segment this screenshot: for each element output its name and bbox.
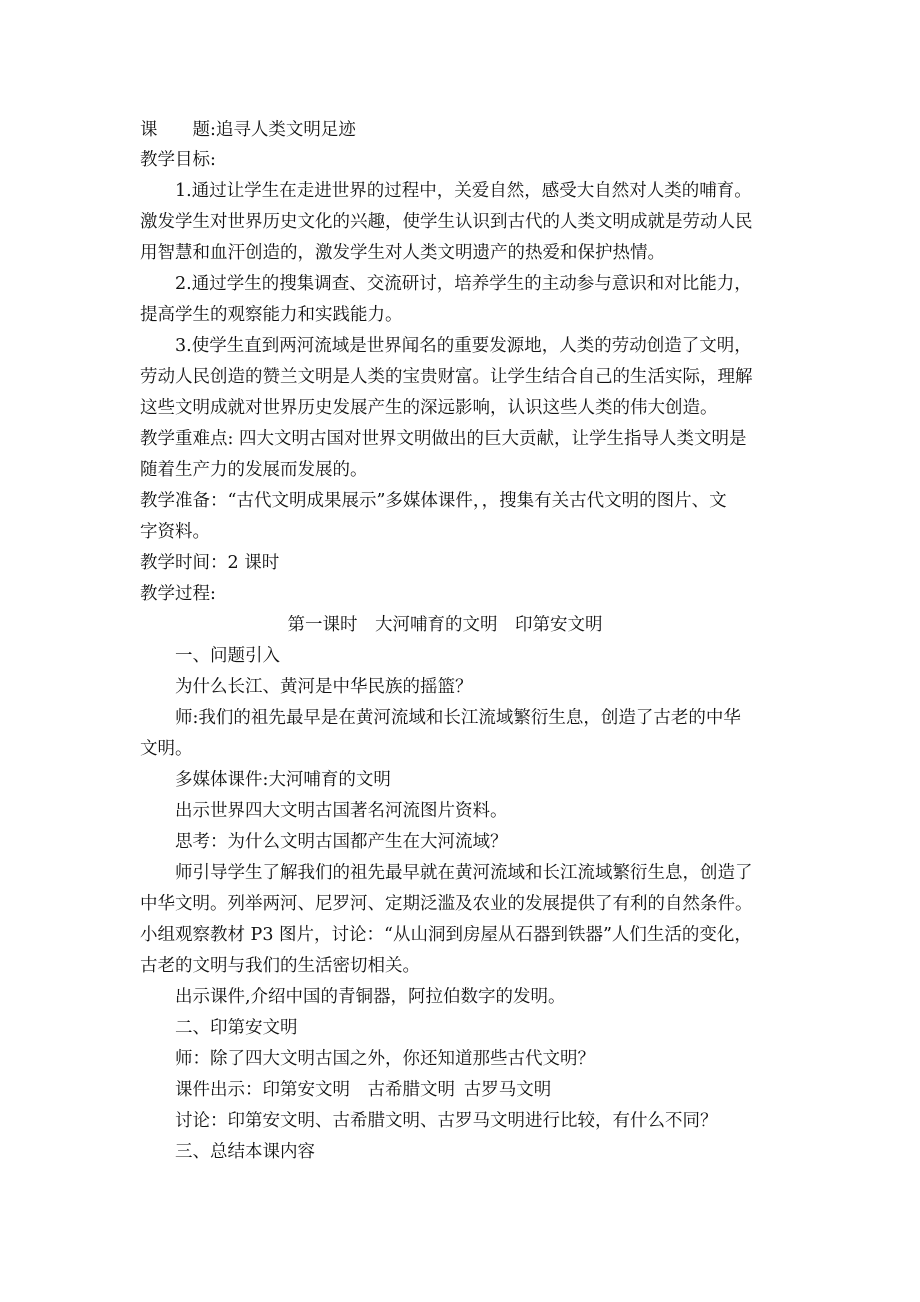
paragraph-line: 出示世界四大文明古国著名河流图片资料。 [175,801,508,821]
paragraph-line: 课件出示：印第安文明 古希腊文明 古罗马文明 [175,1080,552,1100]
paragraph-line: 思考：为什么文明古国都产生在大河流域？ [175,832,508,852]
paragraph-line: 3.使学生直到两河流域是世界闻名的重要发源地，人类的劳动创造了文明， [175,336,752,356]
subsection-heading: 三、总结本课内容 [175,1142,315,1162]
paragraph-line: 随着生产力的发展而发展的。 [140,460,368,480]
section-heading-objectives: 教学目标: [140,150,216,170]
paragraph-line: 出示课件,介绍中国的青铜器，阿拉伯数字的发明。 [175,987,566,1007]
paragraph-line: 讨论：印第安文明、古希腊文明、古罗马文明进行比较，有什么不同？ [175,1111,718,1131]
subsection-heading: 二、印第安文明 [175,1018,298,1038]
section-heading-preparation: 教学准备：“古代文明成果展示”多媒体课件，，搜集有关古代文明的图片、文 [140,491,727,511]
paragraph-line: 用智慧和血汗创造的，激发学生对人类文明遗产的热爱和保护热情。 [140,243,665,263]
paragraph-line: 文明。 [140,739,193,759]
paragraph-line: 中华文明。列举两河、尼罗河、定期泛滥及农业的发展提供了有利的自然条件。 [140,894,753,914]
paragraph-line: 劳动人民创造的赞兰文明是人类的宝贵财富。让学生结合自己的生活实际，理解 [140,367,753,387]
paragraph-line: 提高学生的观察能力和实践能力。 [140,305,403,325]
subsection-heading: 一、问题引入 [175,646,280,666]
paragraph-line: 激发学生对世界历史文化的兴趣，使学生认识到古代的人类文明成就是劳动人民 [140,212,753,232]
paragraph-line: 师引导学生了解我们的祖先最早就在黄河流域和长江流域繁衍生息，创造了 [175,863,753,883]
paragraph-line: 师:我们的祖先最早是在黄河流域和长江流域繁衍生息，创造了古老的中华 [175,708,741,728]
section-heading-process: 教学过程: [140,584,216,604]
paragraph-line: 古老的文明与我们的生活密切相关。 [140,956,420,976]
paragraph-line: 2.通过学生的搜集调查、交流研讨，培养学生的主动参与意识和对比能力， [175,274,752,294]
paragraph-line: 多媒体课件:大河哺育的文明 [175,770,391,790]
paragraph-line: 小组观察教材 P3 图片，讨论：“从山洞到房屋从石器到铁器”人们生活的变化， [140,925,752,945]
paragraph-line: 字资料。 [140,522,210,542]
lesson-subtitle: 第一课时 大河哺育的文明 印第安文明 [287,615,603,635]
section-heading-time: 教学时间：2 课时 [140,553,280,573]
paragraph-line: 师：除了四大文明古国之外，你还知道那些古代文明？ [175,1049,595,1069]
lesson-title: 课 题:追寻人类文明足迹 [140,120,356,140]
paragraph-line: 1.通过让学生在走进世界的过程中，关爱自然，感受大自然对人类的哺育。 [175,181,752,201]
paragraph-line: 这些文明成就对世界历史发展产生的深远影响，认识这些人类的伟大创造。 [140,398,718,418]
section-heading-key-points: 教学重难点: 四大文明古国对世界文明做出的巨大贡献，让学生指导人类文明是 [140,429,747,449]
paragraph-line: 为什么长江、黄河是中华民族的摇篮？ [175,677,473,697]
